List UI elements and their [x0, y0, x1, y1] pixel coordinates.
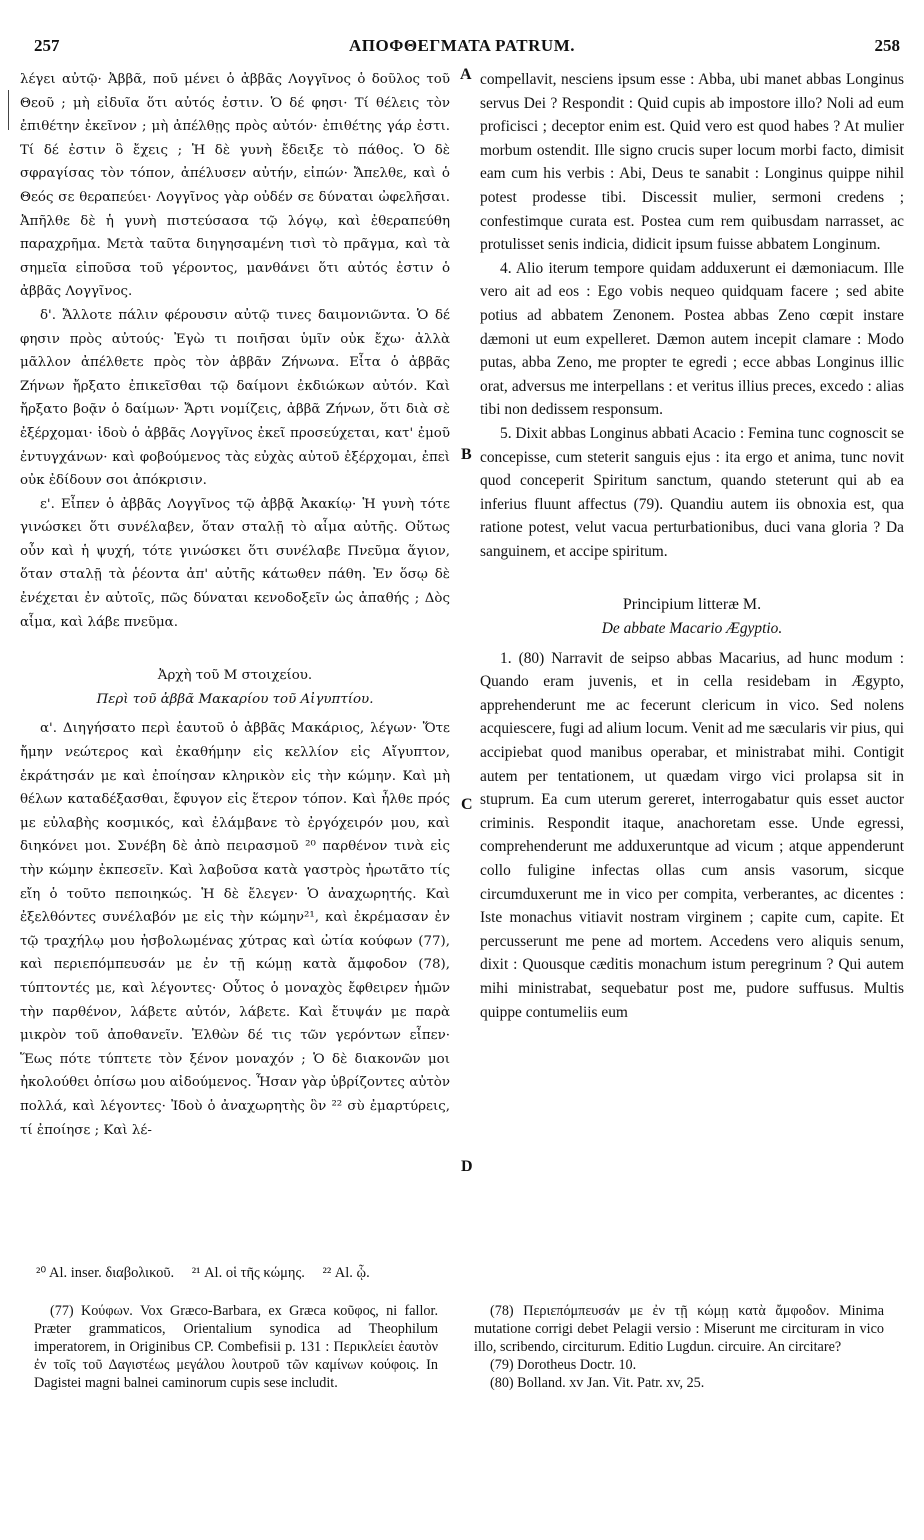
latin-column [480, 68, 904, 1024]
greek-section-title: Ἀρχὴ τοῦ Μ στοιχείου. [157, 668, 313, 684]
greek-paragraph-4: δ'. Ἄλλοτε πάλιν φέρουσιν αὐτῷ τινες δαιμονιῶντα. Ὁ δέ φησιν πρὸς αὐτούς· Ἐγὼ τι ποιῆσαι ὑμῖν οὐκ ἔχω· ἀλλὰ μᾶλλον ἀπέλθετε πρὸς τὸν ἀββᾶν Ζήνωνα. Εἶτα ὁ ἀββᾶς Ζήνων ἤρξατο ἐπικεῖσθαι τῷ δαίμονι ἐκδιώκων αὐτόν. Καὶ ἤρξατο βοᾷν ὁ δαίμων· Ἄρτι νομίζεις, ἀββᾶ Ζήνων, ὅτι διὰ σὲ ἐξέρχομαι· ἰδοὺ ὁ ἀββᾶς Λογγῖνος ἐκεῖ προσεύχεται, κατ' ἐμοῦ ἐντυγχάνων· καὶ φοβούμενος τὰς εὐχὰς αὐτοῦ ἐξέρχομαι, ἐπεὶ οὐκ ἐδίδουν σοι ἀπόκρισιν. [20, 307, 450, 489]
footnote-78: (78) Περιεπόμπευσάν με ἐν τῇ κώμῃ κατὰ ἄμφοδον. Minima mutatione corrigi debet Pelagii versio : Miserunt me circituram in vico illo, scribendo, circiturum. Editio Lugdun. circuire. An circitare? [474, 1303, 884, 1355]
latin-paragraph-5: 5. Dixit abbas Longinus abbati Acacio : Femina tunc cognoscit se concepisse, cum steterit sanguis ejus : ita ergo et anima, tunc novit quod conceperit Spiritum sanctum, quando steterunt qui ab ea inferius fluunt affectus (79). Quandiu autem iis obnoxia est, qua ratione potest, velut vacua perturbationibus, duci vana gloria ? Da sanguinem, et accipe spiritum. [480, 424, 904, 560]
running-title: ΑΠΟΦΘΕΓΜΑΤΑ PATRUM. [349, 36, 575, 55]
running-head [20, 28, 904, 58]
footnote-80: (80) Bolland. xv Jan. Vit. Patr. xv, 25. [490, 1375, 705, 1391]
margin-letter-c: C [461, 796, 473, 813]
latin-section-title: Principium litteræ M. [622, 596, 762, 614]
latin-paragraph-4: 4. Alio iterum tempore quidam adduxerunt ei dæmoniacum. Ille vero ait ad eos : Ego vobis nequeo quidquam facere ; sed abite potius ad abbatem Zenonem. Postea abbas Zeno cœpit instare dæmoni ut eum expelleret. Dæmon autem incepit clamare : Modo putas, abba Zeno, me propter te egredi ; ecce abbas Longinus illic orat, adversus me interpellans : et veritus illius preces, excedo : alias tibi non dedissem responsum. [480, 259, 904, 419]
greek-section-subtitle: Περὶ τοῦ ἀββᾶ Μακαρίου τοῦ Αἰγυπτίου. [96, 691, 374, 707]
margin-mark [8, 90, 11, 130]
critical-apparatus [36, 1265, 836, 1282]
latin-paragraph-3: compellavit, nesciens ipsum esse : Abba, ubi manet abbas Longinus servus Dei ? Respondit : Quid cupis ab impostore illo? Noli ad eum proficisci ; deceptor enim est. Quid vero est quod habes ? At mulier morbum ostendit. Ille signo crucis super locum morbi facto, dimisit eam cum his verbis : Abi, Deus te sanabit : Longinus quippe nihil potest prodesse tibi. Discessit mulier, sermoni credens ; confestimque curata est. Postea cum rem quibusdam narrasset, ac protulisset senis indicia, didicit ipsum fuisse abbatem Longinum. [480, 71, 904, 254]
margin-letter-b: B [461, 446, 472, 463]
apparatus-note: ²² Al. ᾧ. [322, 1265, 370, 1281]
apparatus-note: ²⁰ Al. inser. διαβολικοῦ. [36, 1265, 175, 1281]
footnote-79: (79) Dorotheus Doctr. 10. [490, 1357, 637, 1373]
page-number-left: 257 [34, 36, 60, 55]
footnotes-left [34, 1302, 438, 1392]
footnote-77: (77) Κούφων. Vox Græco-Barbara, ex Græca κοῦφος, ni fallor. Præter grammaticos, Orientalium synodica ad Theophilum imperatorem, in Originibus CP. Combefisii p. 131 : Περικλείει ἑαυτὸν ἐν τοῖς τοῦ Δαγιστέως μεγάλου λουτροῦ τῶν καμίνων κούφοις. In Dagistei magni balnei caminorum cupis sese includit. [34, 1303, 438, 1391]
footnotes-right [474, 1302, 884, 1392]
greek-column [20, 68, 450, 1142]
latin-paragraph-macarius-1: 1. (80) Narravit de seipso abbas Macarius, ad hunc modum : Quando eram juvenis, et in cella residebam in Ægypto, apprehenderunt me ac fecerunt clericum in vico. Sed nolens acquiescere, fugi ad alium locum. Venit ad me sæcularis vir pius, qui accipiebat quod manibus operabar, et ministrabat mihi. Contigit autem per tentationem, ut quædam virgo vici prolapsa sit in stuprum. Ea cum uterum gereret, interrogabatur quis esset auctor criminis. Respondit itaque, anachoretam esse. Unde egressi, comprehenderunt me adduxeruntque ad vicum ; atque appenderunt collo fuligine infectas ollas cum ansis vasorum, sicque circumduxerunt me in vico per compita, verberantes, ac dicentes : Iste monachus vitiavit nostram virginem ; capite cum, capite. Et percusserunt me pene ad mortem. Accedens vero aliquis senum, dixit : Quousque cæditis monachum istum peregrinum ? Qui autem mihi ministrabat, sequebatur post me, pudore suffusus. Multis quippe contumeliis eum [480, 649, 904, 1021]
margin-letter-a: A [460, 66, 472, 83]
apparatus-note: ²¹ Al. οἱ τῆς κώμης. [191, 1265, 305, 1281]
page [20, 28, 904, 1175]
margin-letter-d: D [461, 1158, 473, 1175]
greek-paragraph-3: λέγει αὐτῷ· Ἀββᾶ, ποῦ μένει ὁ ἀββᾶς Λογγῖνος ὁ δοῦλος τοῦ Θεοῦ ; μὴ εἰδυῖα ὅτι αὐτός ἐστιν. Ὁ δέ φησι· Τί θέλεις τὸν ἐπιθέτην ἐκεῖνον ; μὴ ἀπέλθῃς πρὸς αὐτόν· ἐπιθέτης γάρ ἐστι. Τί δέ ἐστιν ὃ ἔχεις ; Ἡ δὲ γυνὴ ἔδειξε τὸ πάθος. Ὁ δὲ σφραγίσας τὸν τόπον, ἀπέλυσεν αὐτήν, εἰπών· Ἄπελθε, καὶ ὁ Θεός σε θεραπεύει· Λογγῖνος γὰρ οὐδέν σε δύναται ὠφελῆσαι. Ἀπῆλθε δὲ ἡ γυνὴ πιστεύσασα τῷ λόγῳ, καὶ ἐθεραπεύθη παραχρῆμα. Μετὰ ταῦτα διηγησαμένη τισὶ τὸ πρᾶγμα, καὶ τὰ σημεῖα εἰποῦσα τοῦ γέροντος, μανθάνει ὅτι αὐτός ἐστιν ὁ ἀββᾶς Λογγῖνος. [20, 72, 450, 300]
latin-section-subtitle: De abbate Macario Ægyptio. [601, 620, 783, 638]
greek-paragraph-macarius-1: α'. Διηγήσατο περὶ ἑαυτοῦ ὁ ἀββᾶς Μακάριος, λέγων· Ὅτε ἤμην νεώτερος καὶ ἐκαθήμην εἰς κελλίον εἰς Αἴγυπτον, ἐκράτησάν με καὶ ἐποίησαν κληρικὸν εἰς τὴν κώμην. Καὶ μὴ θέλων καταδέξασθαι, ἔφυγον εἰς ἕτερον τόπον. Καὶ ἦλθε πρός με εὐλαβὴς κοσμικός, καὶ ἐλάμβανε τὸ ἐργόχειρόν μου, καὶ διηκόνει μοι. Συνέβη δὲ ἀπὸ πειρασμοῦ ²⁰ παρθένον τινὰ εἰς τὴν κώμην ἐκπεσεῖν. Καὶ λαβοῦσα κατὰ γαστρὸς ἠρωτᾶτο τίς εἴη ὁ τοῦτο πεποιηκώς. Ἡ δὲ ἔλεγεν· Ὁ ἀναχωρητής. Καὶ ἐξελθόντες συνέλαβόν με εἰς τὴν κώμην²¹, καὶ ἐκρέμασαν ἐν τῷ τραχήλῳ μου ἠσβολωμένας χύτρας καὶ ὠτία κούφων (77), καὶ περιεπόμπευσάν με ἐν τῇ κώμῃ κατὰ ἄμφοδον (78), τύπτοντές με, καὶ λέγοντες· Οὗτος ὁ μοναχὸς ἔφθειρεν ἡμῶν τὴν παρθένον, λάβετε αὐτόν, λάβετε. Καὶ ἔτυψάν με παρὰ μικρὸν τοῦ ἀποθανεῖν. Ἐλθὼν δέ τις τῶν γερόντων εἶπεν· Ἕως πότε τύπτετε τὸν ξένον μοναχόν ; Ὁ δὲ διακονῶν μοι ἠκολούθει ὀπίσω μου αἰδούμενος. Ἦσαν γὰρ ὑβρίζοντες αὐτὸν πολλά, καὶ λέγοντες· Ἰδοὺ ὁ ἀναχωρητὴς ὃν ²² σὺ ἐμαρτύρεις, τί ἐποίησε ; Καὶ λέ- [20, 721, 450, 1138]
greek-paragraph-5: ε'. Εἶπεν ὁ ἀββᾶς Λογγῖνος τῷ ἀββᾷ Ἀκακίῳ· Ἡ γυνὴ τότε γινώσκει ὅτι συνέλαβεν, ὅταν σταλῇ τὸ αἷμα αὐτῆς. Οὕτως οὖν καὶ ἡ ψυχή, τότε γινώσκει ὅτι συνέλαβε Πνεῦμα ἅγιον, ὅταν σταλῇ τὰ ῥέοντα ἀπ' αὐτῆς κάτωθεν πάθη. Ἐν ὅσῳ δὲ ἐνέχεται ἐν αὐτοῖς, πῶς δύναται κενοδοξεῖν ὡς ἀπαθής ; Δὸς αἷμα, καὶ λάβε πνεῦμα. [20, 496, 450, 630]
page-number-right: 258 [874, 36, 900, 55]
